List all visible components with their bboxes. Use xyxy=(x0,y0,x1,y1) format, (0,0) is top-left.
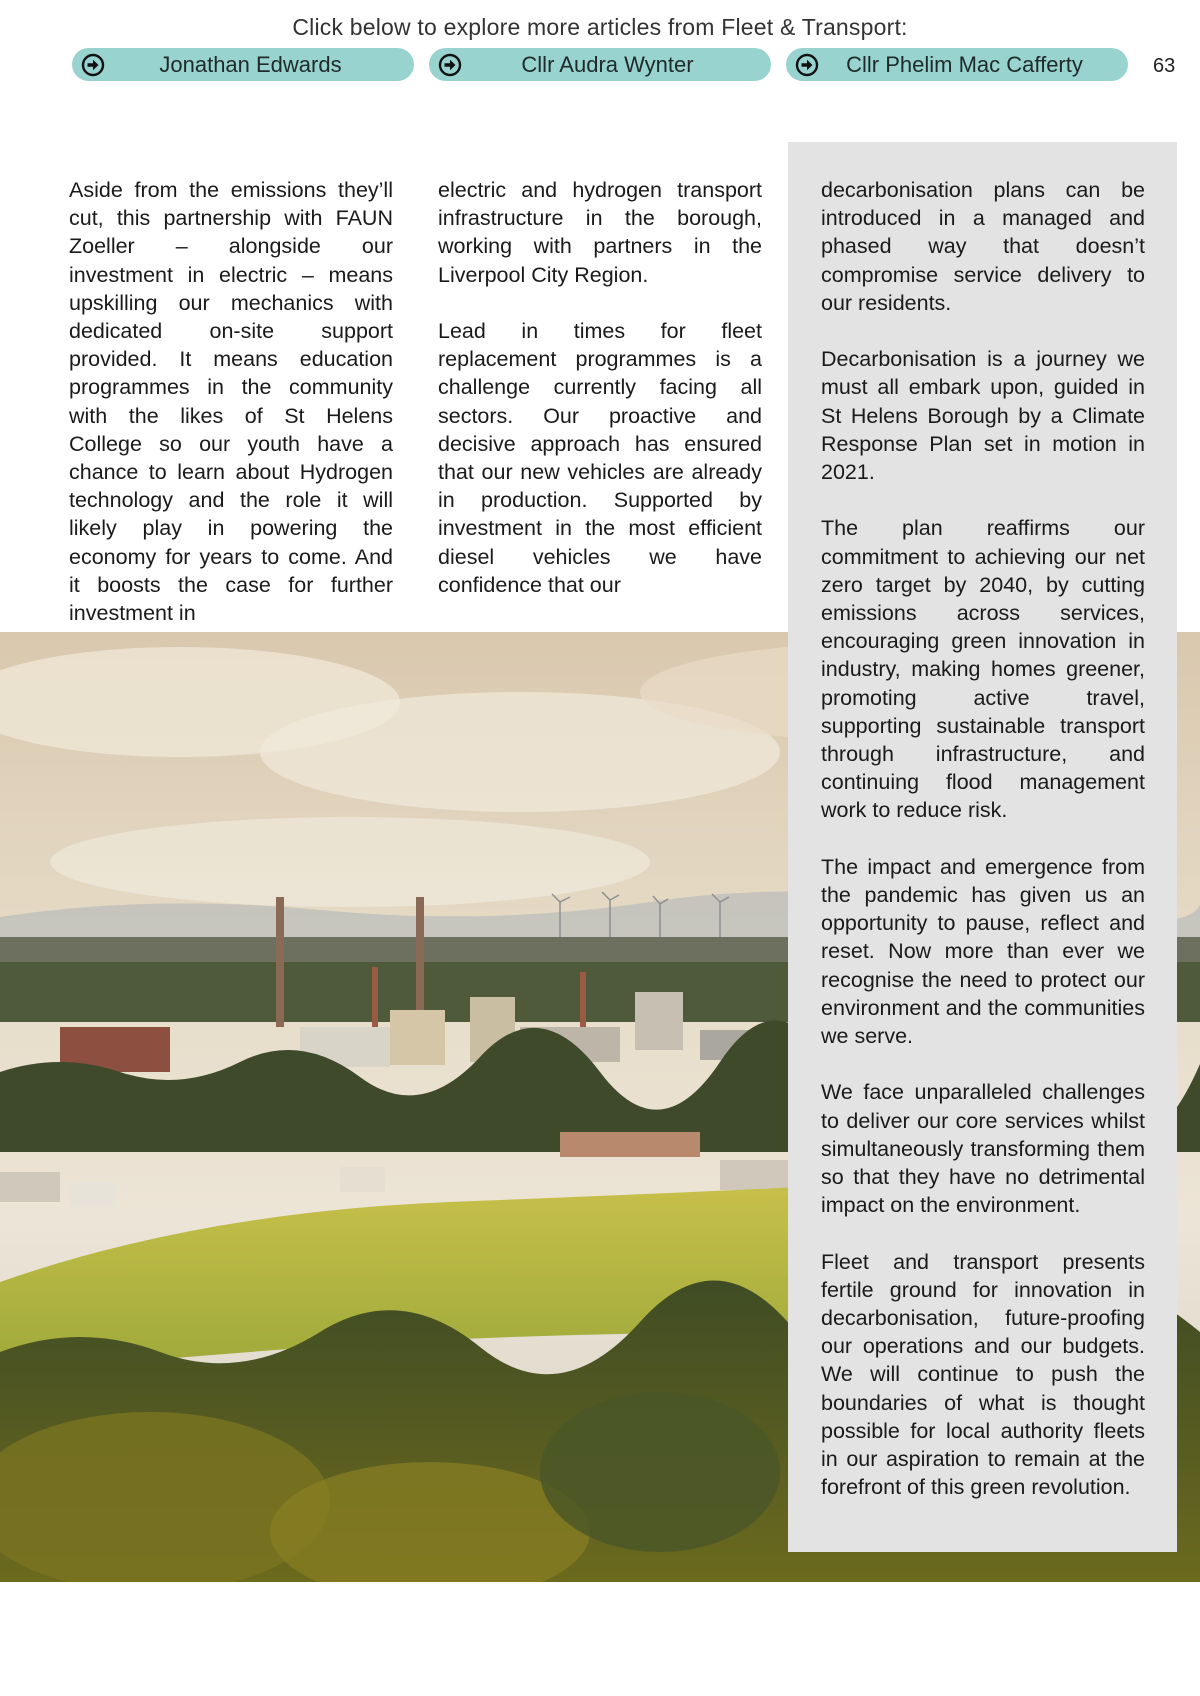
paragraph: The plan reaffirms our commitment to achieving our net zero target by 2040, by cutting emissions across services, encouraging green innovation in industry, making homes greener, promoting active travel, supporting sustainable transport through infrastructure, and continuing flood management work to reduce risk. xyxy=(821,516,1145,823)
paragraph: decarbonisation plans can be introduced in a managed and phased way that doesn’t compromise service delivery to our residents. xyxy=(821,178,1145,315)
article-link-cllr-audra-wynter[interactable] xyxy=(429,48,771,81)
article-column-3 xyxy=(821,176,1145,1501)
arrow-right-circle-icon xyxy=(81,53,105,77)
paragraph: Decarbonisation is a journey we must all embark upon, guided in St Helens Borough by a Climate Response Plan set in motion in 2021. xyxy=(821,347,1145,485)
paragraph: We face unparalleled challenges to deliver our core services whilst simultaneously transforming them so that they have no detrimental impact on the environment. xyxy=(821,1080,1145,1218)
paragraph: The impact and emergence from the pandemic has given us an opportunity to pause, reflect and reset. Now more than ever we recognise the need to protect our environment and the communities we serve. xyxy=(821,854,1145,1049)
paragraph: Fleet and transport presents fertile ground for innovation in decarbonisation, future-proofing our operations and our budgets. We will continue to push the boundaries of what is thought possible for local authority fleets in our aspiration to remain at the forefront of this green revolution. xyxy=(821,1249,1145,1500)
article-link-label: Cllr Phelim Mac Cafferty xyxy=(846,51,1083,77)
article-link-label: Jonathan Edwards xyxy=(159,51,342,77)
paragraph: Aside from the emissions they’ll cut, this partnership with FAUN Zoeller – alongside our investment in electric – means upskilling our mechanics with dedicated on-site support provided. It means education programmes in the community with the likes of St Helens College so our youth have a chance to learn about Hydrogen technology and the role it will likely play in powering the economy for years to come. And it boosts the case for further investment in xyxy=(69,178,393,626)
page-number: 63 xyxy=(1153,55,1176,77)
article-column-2 xyxy=(438,176,762,599)
arrow-right-circle-icon xyxy=(795,53,819,77)
article-link-cllr-phelim-mac-cafferty[interactable] xyxy=(786,48,1128,81)
article-link-label: Cllr Audra Wynter xyxy=(521,51,694,77)
arrow-right-circle-icon xyxy=(438,53,462,77)
article-column-1 xyxy=(69,176,393,627)
paragraph: Lead in times for fleet replacement programmes is a challenge currently facing all sectors. Our proactive and decisive approach has ensured that our new vehicles are already in production. Supported by investment in the most efficient diesel vehicles we have confidence that our xyxy=(438,319,762,597)
explore-articles-heading: Click below to explore more articles from Fleet & Transport: xyxy=(292,14,908,40)
article-link-jonathan-edwards[interactable] xyxy=(72,48,414,81)
paragraph: electric and hydrogen transport infrastructure in the borough, working with partners in the Liverpool City Region. xyxy=(438,178,762,287)
